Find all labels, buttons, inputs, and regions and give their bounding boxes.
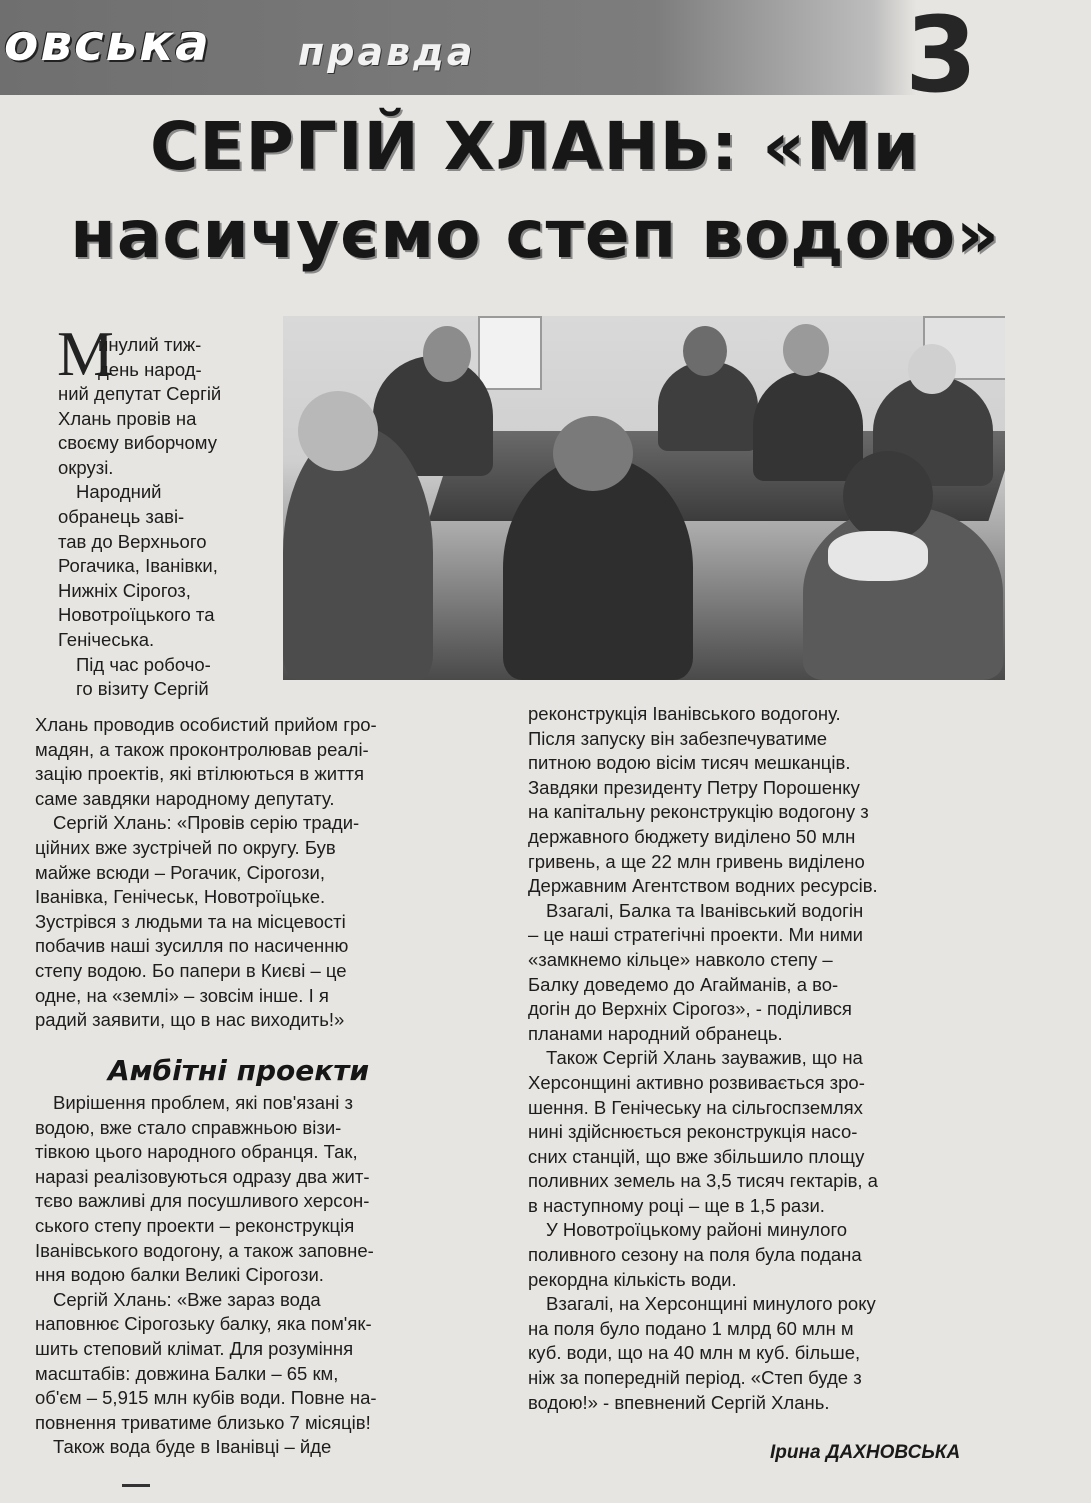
article-photo: [283, 316, 1005, 680]
text-line: об'єм – 5,915 млн кубів води. Повне на-: [35, 1387, 377, 1409]
text-line: шення. В Генічеську на сільгоспземлях: [528, 1096, 863, 1118]
text-line: масштабів: довжина Балки – 65 км,: [35, 1362, 339, 1384]
paragraph-visit: [35, 713, 495, 1033]
text-line: Балку доведемо до Агайманів, а во-: [528, 973, 839, 995]
person-deputy-head: [423, 326, 471, 382]
person-woman-hat-head: [683, 326, 727, 376]
text-line: планами народний обранець.: [528, 1022, 783, 1044]
text-line: Новотроїцького та: [58, 604, 215, 626]
text-line: Під час робочо-: [76, 653, 211, 675]
text-line: тівкою цього народного обранця. Так,: [35, 1141, 358, 1163]
text-line: зацію проектів, які втілюються в життя: [35, 763, 365, 785]
headline: [30, 103, 1040, 279]
text-line: У Новотроїцькому районі минулого: [546, 1219, 848, 1241]
text-line: ського степу проекти – реконструкція: [35, 1214, 355, 1236]
person-front-right-head: [843, 451, 933, 541]
text-line: водою!» - впевнений Сергій Хлань.: [528, 1391, 830, 1413]
text-line: куб. води, що на 40 млн м куб. більше,: [528, 1342, 861, 1364]
text-line: окрузі.: [58, 456, 114, 478]
text-line: день народ-: [98, 358, 202, 380]
text-line: тєво важливі для посушливого херсон-: [35, 1190, 370, 1212]
person-left-head: [298, 391, 378, 471]
text-line: питною водою вісім тисяч мешканців.: [528, 752, 851, 774]
text-line: побачив наші зусилля по насиченню: [35, 935, 349, 957]
person-man-middle: [753, 371, 863, 481]
paragraph-projects: [35, 1091, 505, 1460]
section-subhead: Амбітні проекти: [108, 1054, 370, 1087]
text-line: Херсонщині активно розвивається зро-: [528, 1071, 865, 1093]
text-line: догін до Верхніх Сірогоз», - поділився: [528, 998, 852, 1020]
text-line: своєму виборчому: [58, 432, 217, 454]
text-line: водою, вже стало справжньою візи-: [35, 1116, 342, 1138]
text-line: степу водою. Бо папери в Києві – це: [35, 959, 347, 981]
text-line: наразі реалізовуються одразу два жит-: [35, 1165, 370, 1187]
text-line: поливних земель на 3,5 тисяч гектарів, а: [528, 1170, 878, 1192]
person-man-middle-head: [783, 324, 829, 376]
text-line: «замкнемо кільце» навколо степу –: [528, 948, 833, 970]
text-line: в наступному році – ще в 1,5 рази.: [528, 1194, 825, 1216]
text-line: реконструкція Іванівського водогону.: [528, 703, 841, 724]
scarf: [828, 531, 928, 581]
text-line: Державним Агентством водних ресурсів.: [528, 875, 878, 897]
text-line: сних станцій, що вже збільшило площу: [528, 1145, 865, 1167]
text-line: нині здійснюється реконструкція насо-: [528, 1121, 858, 1143]
text-line: Хлань провів на: [58, 407, 197, 429]
text-line: ний депутат Сергій: [58, 383, 222, 404]
text-line: державного бюджету виділено 50 млн: [528, 825, 856, 847]
text-line: Сергій Хлань: «Провів серію тради-: [53, 812, 360, 834]
page-edge-mark: [122, 1484, 150, 1503]
text-line: – це наші стратегічні проекти. Ми ними: [528, 924, 864, 946]
text-line: ніж за попередній період. «Степ буде з: [528, 1367, 862, 1389]
text-line: Іванівського водогону, а також заповне-: [35, 1239, 374, 1261]
text-line: Зустрівся з людьми та на місцевості: [35, 910, 346, 932]
text-line: Вирішення проблем, які пов'язані з: [53, 1092, 354, 1113]
text-line: мадян, а також проконтролював реалі-: [35, 738, 369, 760]
text-line: Також Сергій Хлань зауважив, що на: [546, 1047, 863, 1069]
right-column: [528, 702, 1023, 1415]
masthead-subtitle: правда: [298, 30, 476, 74]
text-line: Сергій Хлань: «Вже зараз вода: [53, 1288, 321, 1310]
text-line: поливного сезону на поля була подана: [528, 1244, 862, 1266]
text-line: Народний: [76, 481, 162, 503]
person-center-head: [553, 416, 633, 491]
text-line: саме завдяки народному депутату.: [35, 787, 335, 809]
text-line: майже всюди – Рогачик, Сірогози,: [35, 861, 325, 883]
text-line: тав до Верхнього: [58, 530, 207, 552]
text-line: на капітальну реконструкцію водогону з: [528, 801, 869, 823]
text-line: радий заявити, що в нас виходить!»: [35, 1009, 345, 1031]
text-line: ння водою балки Великі Сірогози.: [35, 1264, 324, 1286]
text-line: обранець заві-: [58, 505, 185, 527]
headline-line-1: СЕРГІЙ ХЛАНЬ: «Ми: [150, 108, 920, 185]
person-man-right-head: [908, 344, 956, 394]
text-line: ційних вже зустрічей по округу. Був: [35, 836, 336, 858]
author-byline: Ірина ДАХНОВСЬКА: [770, 1442, 961, 1463]
text-line: Хлань проводив особистий прийом гро-: [35, 714, 377, 735]
text-line: Рогачика, Іванівки,: [58, 555, 218, 577]
text-line: Взагалі, Балка та Іванівський водогін: [546, 899, 864, 921]
text-line: Також вода буде в Іванівці – йде: [53, 1436, 332, 1458]
text-line: рекордна кількість води.: [528, 1268, 737, 1290]
wall-frame: [478, 316, 542, 390]
text-line: одне, на «землі» – зовсім інше. І я: [35, 984, 329, 1006]
text-line: наповнює Сірогозьку балку, яка пом'як-: [35, 1313, 372, 1335]
text-line: Нижніх Сірогоз,: [58, 579, 191, 601]
text-line: повнення триватиме близько 7 місяців!: [35, 1411, 371, 1433]
lead-paragraph-top: [98, 333, 283, 382]
masthead: [0, 0, 1091, 116]
text-line: Завдяки президенту Петру Порошенку: [528, 776, 860, 798]
text-line: Взагалі, на Херсонщині минулого року: [546, 1293, 876, 1315]
text-line: Після запуску він забезпечуватиме: [528, 727, 828, 749]
headline-line-2: насичуємо степ водою»: [70, 196, 1000, 273]
page-number: 3: [905, 0, 978, 116]
text-line: шить степовий клімат. Для розуміння: [35, 1337, 354, 1359]
text-line: Генічеська.: [58, 628, 155, 650]
text-line: Іванівка, Генічеськ, Новотроїцьке.: [35, 886, 326, 908]
text-line: го візиту Сергій: [76, 678, 209, 700]
text-line: гривень, а ще 22 млн гривень виділено: [528, 850, 865, 872]
drop-cap: М: [57, 318, 114, 389]
text-line: на поля було подано 1 млрд 60 млн м: [528, 1317, 854, 1339]
lead-paragraph-body: [58, 382, 280, 702]
text-line: инулий тиж-: [98, 334, 202, 355]
masthead-name: овська: [4, 14, 211, 72]
